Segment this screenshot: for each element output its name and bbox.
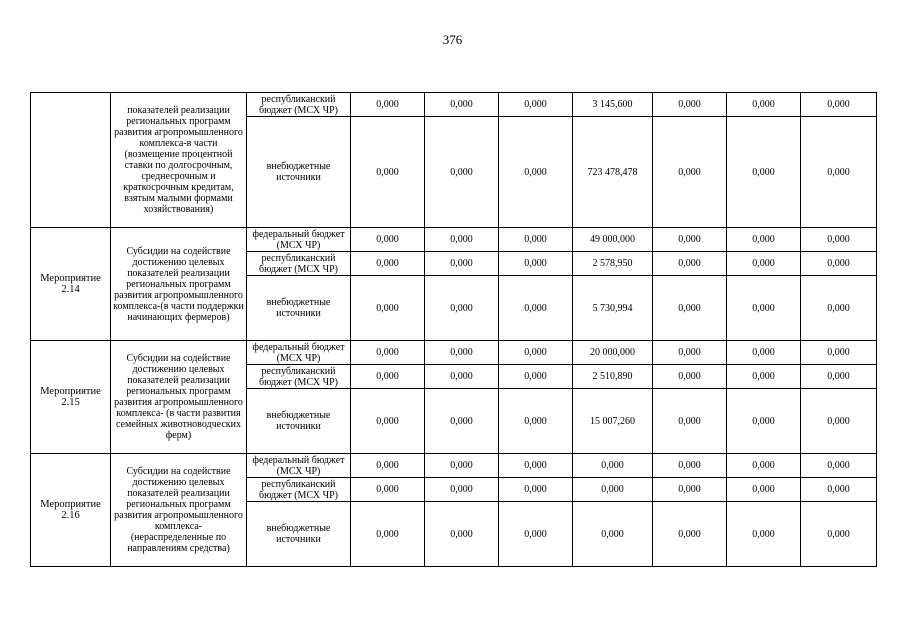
- measure-cell: Мероприятие 2.16: [31, 454, 111, 567]
- funding-source-cell: республиканский бюджет (МСХ ЧР): [247, 252, 351, 276]
- value-cell: 0,000: [351, 228, 425, 252]
- value-cell: 723 478,478: [573, 117, 653, 228]
- funding-source-cell: федеральный бюджет (МСХ ЧР): [247, 228, 351, 252]
- value-cell: 0,000: [727, 502, 801, 567]
- value-cell: 0,000: [653, 454, 727, 478]
- measure-cell: Мероприятие 2.15: [31, 341, 111, 454]
- value-cell: 0,000: [801, 365, 877, 389]
- value-cell: 0,000: [499, 502, 573, 567]
- description-cell: показателей реализации региональных программ развития агропромышленного комплекса-в части (возмещение процентной ставки по долгосрочным, среднесрочным и краткосрочным кредитам, взятым малыми формами хозяйствования): [111, 93, 247, 228]
- funding-source-cell: федеральный бюджет (МСХ ЧР): [247, 341, 351, 365]
- value-cell: 0,000: [801, 341, 877, 365]
- value-cell: 0,000: [573, 454, 653, 478]
- value-cell: 0,000: [425, 454, 499, 478]
- value-cell: 0,000: [727, 93, 801, 117]
- value-cell: 0,000: [351, 365, 425, 389]
- funding-source-cell: внебюджетные источники: [247, 502, 351, 567]
- funding-source-cell: республиканский бюджет (МСХ ЧР): [247, 365, 351, 389]
- value-cell: 0,000: [351, 117, 425, 228]
- value-cell: 0,000: [801, 502, 877, 567]
- value-cell: 0,000: [499, 365, 573, 389]
- value-cell: 0,000: [801, 228, 877, 252]
- value-cell: 0,000: [653, 389, 727, 454]
- value-cell: 0,000: [801, 117, 877, 228]
- value-cell: 20 000,000: [573, 341, 653, 365]
- value-cell: 0,000: [653, 341, 727, 365]
- value-cell: 0,000: [425, 228, 499, 252]
- funding-source-cell: федеральный бюджет (МСХ ЧР): [247, 454, 351, 478]
- value-cell: 0,000: [351, 502, 425, 567]
- funding-source-cell: республиканский бюджет (МСХ ЧР): [247, 478, 351, 502]
- budget-table: [30, 92, 877, 567]
- value-cell: 0,000: [727, 389, 801, 454]
- measure-cell: Мероприятие 2.14: [31, 228, 111, 341]
- value-cell: 0,000: [801, 478, 877, 502]
- value-cell: 0,000: [727, 454, 801, 478]
- value-cell: 0,000: [425, 389, 499, 454]
- table-row: [31, 228, 877, 252]
- value-cell: 49 000,000: [573, 228, 653, 252]
- value-cell: 0,000: [351, 252, 425, 276]
- table-row: [31, 93, 877, 117]
- value-cell: 2 578,950: [573, 252, 653, 276]
- value-cell: 0,000: [499, 276, 573, 341]
- value-cell: 0,000: [499, 93, 573, 117]
- value-cell: 0,000: [573, 478, 653, 502]
- value-cell: 0,000: [499, 341, 573, 365]
- value-cell: 0,000: [801, 454, 877, 478]
- value-cell: 0,000: [499, 228, 573, 252]
- value-cell: 2 510,890: [573, 365, 653, 389]
- value-cell: 0,000: [653, 228, 727, 252]
- value-cell: 0,000: [653, 502, 727, 567]
- funding-source-cell: внебюджетные источники: [247, 117, 351, 228]
- table-row: [31, 341, 877, 365]
- value-cell: 0,000: [351, 389, 425, 454]
- funding-source-cell: внебюджетные источники: [247, 389, 351, 454]
- value-cell: 0,000: [653, 93, 727, 117]
- value-cell: 0,000: [801, 276, 877, 341]
- value-cell: 0,000: [653, 117, 727, 228]
- value-cell: 0,000: [425, 365, 499, 389]
- description-cell: Субсидии на содействие достижению целевых показателей реализации региональных программ развития агропромышленного комплекса-(в части поддержки начинающих фермеров): [111, 228, 247, 341]
- value-cell: 0,000: [425, 341, 499, 365]
- value-cell: 0,000: [425, 93, 499, 117]
- value-cell: 15 007,260: [573, 389, 653, 454]
- value-cell: 0,000: [351, 478, 425, 502]
- value-cell: 0,000: [653, 365, 727, 389]
- value-cell: 0,000: [425, 252, 499, 276]
- value-cell: 0,000: [425, 478, 499, 502]
- value-cell: 0,000: [653, 478, 727, 502]
- value-cell: 0,000: [727, 117, 801, 228]
- value-cell: 3 145,600: [573, 93, 653, 117]
- value-cell: 0,000: [653, 252, 727, 276]
- value-cell: 0,000: [351, 276, 425, 341]
- description-cell: Субсидии на содействие достижению целевых показателей реализации региональных программ развития агропромышленного комплекса- (в части развития семейных животноводческих ферм): [111, 341, 247, 454]
- value-cell: 0,000: [727, 228, 801, 252]
- value-cell: 0,000: [425, 117, 499, 228]
- page-number: 376: [442, 32, 463, 47]
- value-cell: 0,000: [351, 454, 425, 478]
- table-row: [31, 454, 877, 478]
- funding-source-cell: внебюджетные источники: [247, 276, 351, 341]
- value-cell: 0,000: [499, 478, 573, 502]
- value-cell: 0,000: [653, 276, 727, 341]
- value-cell: 0,000: [499, 389, 573, 454]
- budget-table-body: [31, 93, 877, 567]
- description-cell: Субсидии на содействие достижению целевых показателей реализации региональных программ развития агропромышленного комплекса- (нераспределенные по направлениям средства): [111, 454, 247, 567]
- value-cell: 0,000: [727, 252, 801, 276]
- value-cell: 0,000: [499, 252, 573, 276]
- value-cell: 0,000: [801, 252, 877, 276]
- value-cell: 0,000: [727, 478, 801, 502]
- value-cell: 0,000: [727, 365, 801, 389]
- value-cell: 0,000: [573, 502, 653, 567]
- value-cell: 0,000: [351, 93, 425, 117]
- value-cell: 5 730,994: [573, 276, 653, 341]
- value-cell: 0,000: [425, 502, 499, 567]
- funding-source-cell: республиканский бюджет (МСХ ЧР): [247, 93, 351, 117]
- value-cell: 0,000: [727, 276, 801, 341]
- value-cell: 0,000: [425, 276, 499, 341]
- value-cell: 0,000: [499, 454, 573, 478]
- measure-cell: [31, 93, 111, 228]
- value-cell: 0,000: [351, 341, 425, 365]
- value-cell: 0,000: [727, 341, 801, 365]
- value-cell: 0,000: [801, 389, 877, 454]
- value-cell: 0,000: [499, 117, 573, 228]
- value-cell: 0,000: [801, 93, 877, 117]
